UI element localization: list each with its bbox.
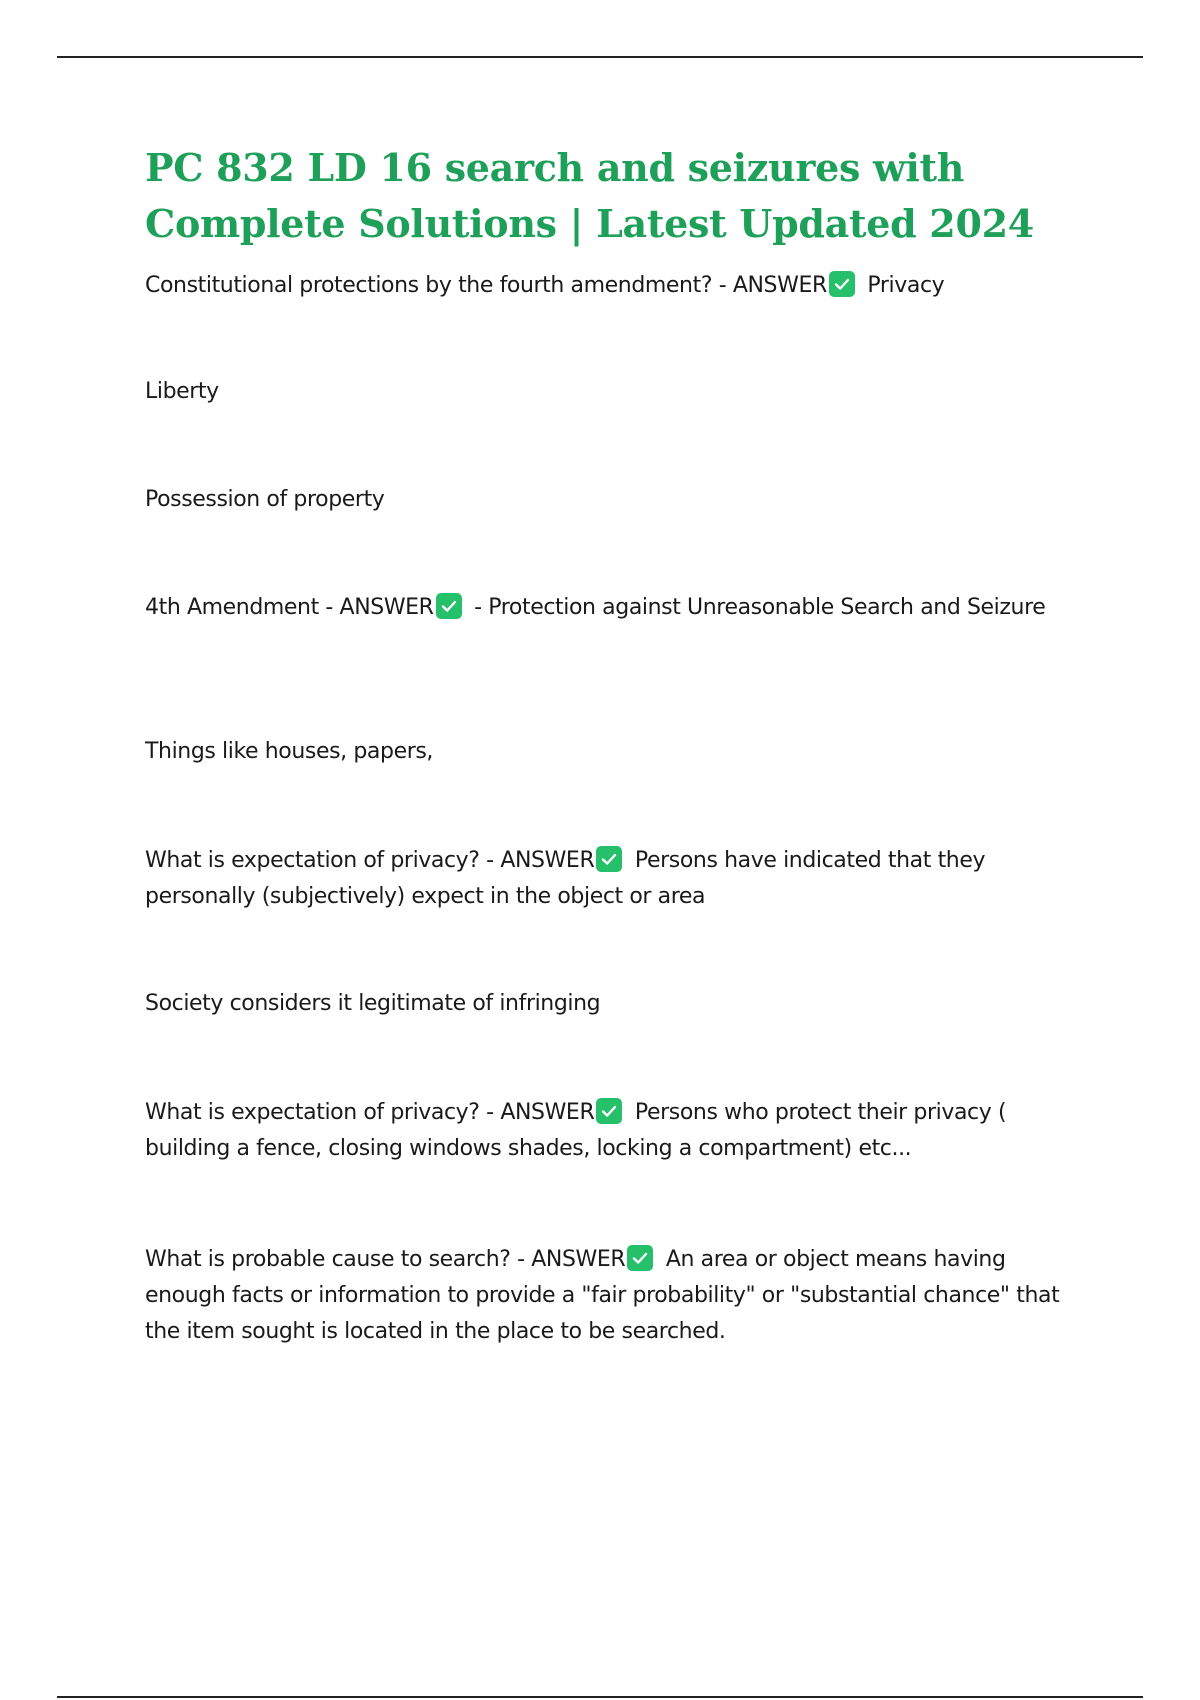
text-entry	[145, 374, 1085, 410]
answer-label: ANSWER	[339, 595, 434, 620]
check-icon	[596, 846, 622, 872]
document-title: PC 832 LD 16 search and seizures with Complete Solutions | Latest Updated 2024	[145, 145, 1034, 246]
answer-text: Persons who protect their privacy ( building a fence, closing windows shades, locking a compartment) etc...	[145, 1100, 1007, 1161]
question-text: What is expectation of privacy? -	[145, 1100, 501, 1125]
answer-label: ANSWER	[500, 1100, 595, 1125]
answer-text: An area or object means having enough facts or information to provide a "fair probability" or "substantial chance" that the item sought is located in the place to be searched.	[145, 1247, 1060, 1344]
check-icon	[829, 271, 855, 297]
text-entry	[145, 734, 1085, 770]
qa-entry	[145, 1095, 1085, 1167]
qa-entry	[145, 590, 1085, 626]
question-text: What is expectation of privacy? -	[145, 848, 501, 873]
entry-text: Society considers it legitimate of infringing	[145, 991, 601, 1016]
qa-entry	[145, 843, 1085, 915]
entry-text: Things like houses, papers,	[145, 739, 434, 764]
qa-entry	[145, 1242, 1085, 1350]
answer-text: Persons have indicated that they personally (subjectively) expect in the object or area	[145, 848, 986, 909]
check-icon	[436, 593, 462, 619]
entry-text: Possession of property	[145, 487, 385, 512]
check-icon	[627, 1245, 653, 1271]
answer-label: ANSWER	[531, 1247, 626, 1272]
top-divider	[57, 56, 1143, 58]
answer-text: Privacy	[860, 273, 945, 298]
answer-label: ANSWER	[732, 273, 827, 298]
question-text: What is probable cause to search? -	[145, 1247, 532, 1272]
check-icon	[596, 1098, 622, 1124]
text-entry	[145, 482, 1085, 518]
qa-entry	[145, 268, 1085, 304]
question-text: 4th Amendment -	[145, 595, 340, 620]
bottom-divider	[57, 1696, 1143, 1698]
answer-text: - Protection against Unreasonable Search and Seizure	[467, 595, 1046, 620]
question-text: Constitutional protections by the fourth amendment? -	[145, 273, 733, 298]
answer-label: ANSWER	[500, 848, 595, 873]
entry-text: Liberty	[145, 379, 219, 404]
document-body	[145, 140, 1085, 1344]
text-entry	[145, 986, 1085, 1022]
